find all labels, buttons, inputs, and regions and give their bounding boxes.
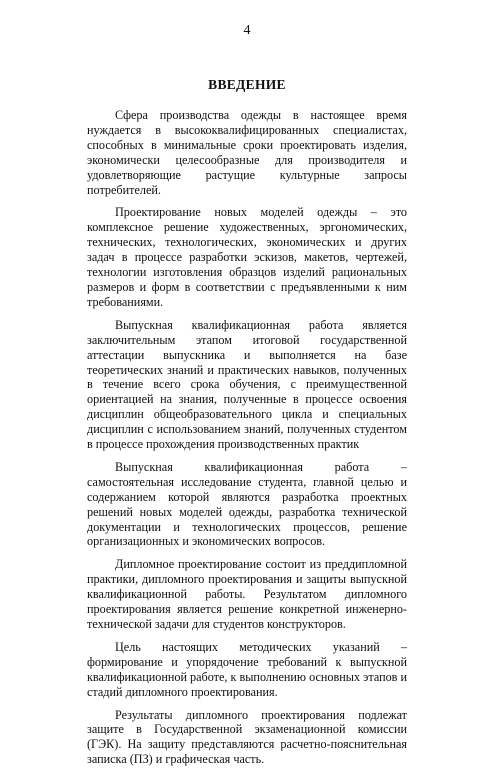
paragraph-2: Проектирование новых моделей одежды – это комплексное решение художественных, эргономических, технических, технологических, экономических и других задач в процессе разработки эскизов, макетов, чертежей, технологии изготовления образцов изделий рациональных размеров и форм в соответствии с предъявленными к ним требованиями. (87, 205, 407, 309)
paragraph-4: Выпускная квалификационная работа – самостоятельная исследование студента, главной целью и содержанием которой являются разработка проектных решений новых моделей одежды, разработка технической документации и технологических процессов, решение организационных и экономических вопросов. (87, 459, 407, 549)
paragraph-3: Выпускная квалификационная работа является заключительным этапом итоговой государственной аттестации выпускника и выполняется на базе теоретических знаний и практических навыков, полученных в течение всего срока обучения, с преимущественной ориентацией на знания, полученные в процессе освоения дисциплин общеобразовательного цикла и специальных дисциплин с использованием знаний, полученных студентом в процессе прохождения производственных практик (87, 317, 407, 452)
paragraph-1: Сфера производства одежды в настоящее время нуждается в высококвалифицированных специалистах, способных в минимальные сроки проектировать изделия, экономически целесообразные для производителя и удовлетворяющие растущие культурные запросы потребителей. (87, 108, 407, 197)
body-text (87, 108, 407, 775)
paragraph-7: Результаты дипломного проектирования подлежат защите в Государственной экзаменационной комиссии (ГЭК). На защиту представляются расчетно-пояснительная записка (ПЗ) и графическая часть. (87, 707, 407, 767)
page-number: 4 (243, 23, 251, 38)
paragraph-6: Цель настоящих методических указаний – формирование и упорядочение требований к выпускной квалификационной работе, к выполнению основных этапов и стадий дипломного проектирования. (87, 639, 408, 699)
section-title: ВВЕДЕНИЕ (208, 77, 286, 92)
paragraph-5: Дипломное проектирование состоит из преддипломной практики, дипломного проектирования и защиты выпускной квалификационной работы. Результатом дипломного проектирования является решение конкретной инженерно-технической задачи для студентов конструкторов. (87, 557, 407, 631)
